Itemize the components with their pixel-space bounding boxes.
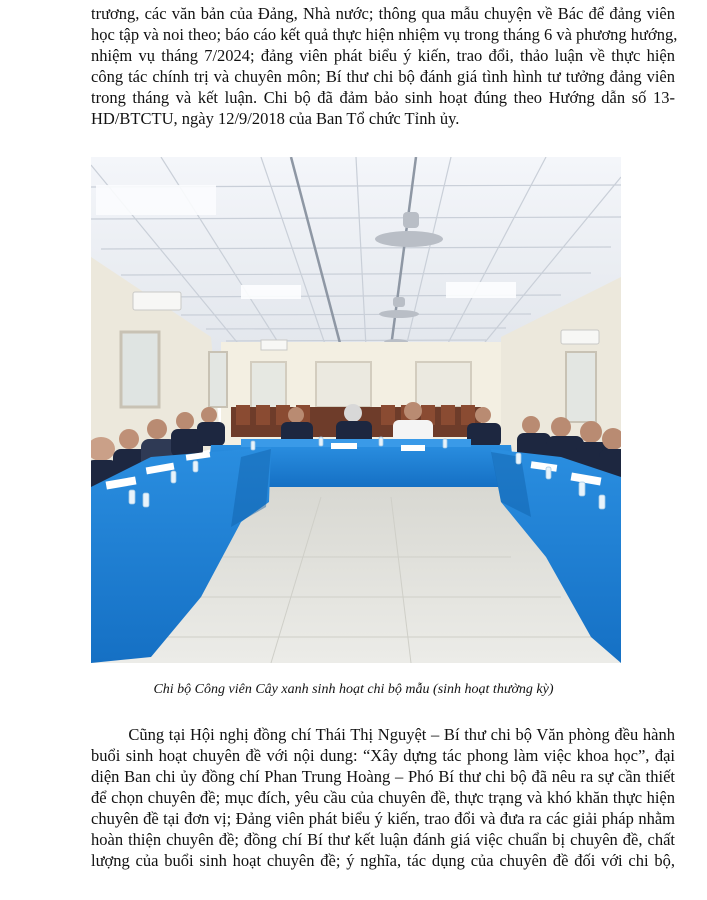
paragraph-line: Cũng tại Hội nghị đồng chí Thái Thị Nguyệt – Bí thư chi bộ Văn phòng đều hành (91, 725, 675, 744)
paragraph-line: nhiệm vụ tháng 7/2024; đảng viên phát biểu ý kiến, trao đổi, thảo luận về thực hiện (91, 46, 675, 65)
paragraph-line: diện Ban chi ủy đồng chí Phan Trung Hoàng – Phó Bí thư chi bộ đã nêu ra sự cần thiết (91, 767, 675, 786)
paragraph-line: trong tháng và kết luận. Chi bộ đã đảm bảo sinh hoạt đúng theo Hướng dẫn số 13- (91, 88, 675, 107)
paragraph-line: để chọn chuyên đề; mục đích, yêu cầu của chuyên đề, thực trạng và khó khăn thực hiện (91, 788, 675, 807)
photo-caption: Chi bộ Công viên Cây xanh sinh hoạt chi bộ mẫu (sinh hoạt thường kỳ) (153, 682, 554, 697)
paragraph-line: hoàn thiện chuyên đề; đồng chí Bí thư kết luận đánh giá việc chuẩn bị chuyên đề, chất (91, 830, 675, 849)
paragraph-line: trương, các văn bản của Đảng, Nhà nước; thông qua mẫu chuyện về Bác để đảng viên (91, 4, 675, 23)
paragraph-2 (91, 724, 675, 871)
meeting-photo (91, 157, 621, 663)
paragraph-line: chuyên đề tại đơn vị; Đảng viên phát biểu ý kiến, trao đổi và đưa ra các giải pháp nhằm (91, 809, 675, 828)
paragraph-line: học tập và noi theo; báo cáo kết quả thực hiện nhiệm vụ trong tháng 6 và phương hướng, (91, 25, 678, 44)
paragraph-line: công tác chính trị và chuyên môn; Bí thư chi bộ đánh giá tình hình tư tưởng đảng viên (91, 67, 675, 86)
paragraph-line: HD/BTCTU, ngày 12/9/2018 của Ban Tổ chức Tỉnh ủy. (91, 109, 460, 128)
paragraph-line: lượng của buổi sinh hoạt chuyên đề; ý nghĩa, tác dụng của chuyên đề đối với chi bộ, (91, 851, 675, 870)
paragraph-1 (91, 3, 678, 129)
paragraph-line: buổi sinh hoạt chuyên đề với nội dung: “Xây dựng tác phong làm việc khoa học”, đại (91, 746, 675, 765)
